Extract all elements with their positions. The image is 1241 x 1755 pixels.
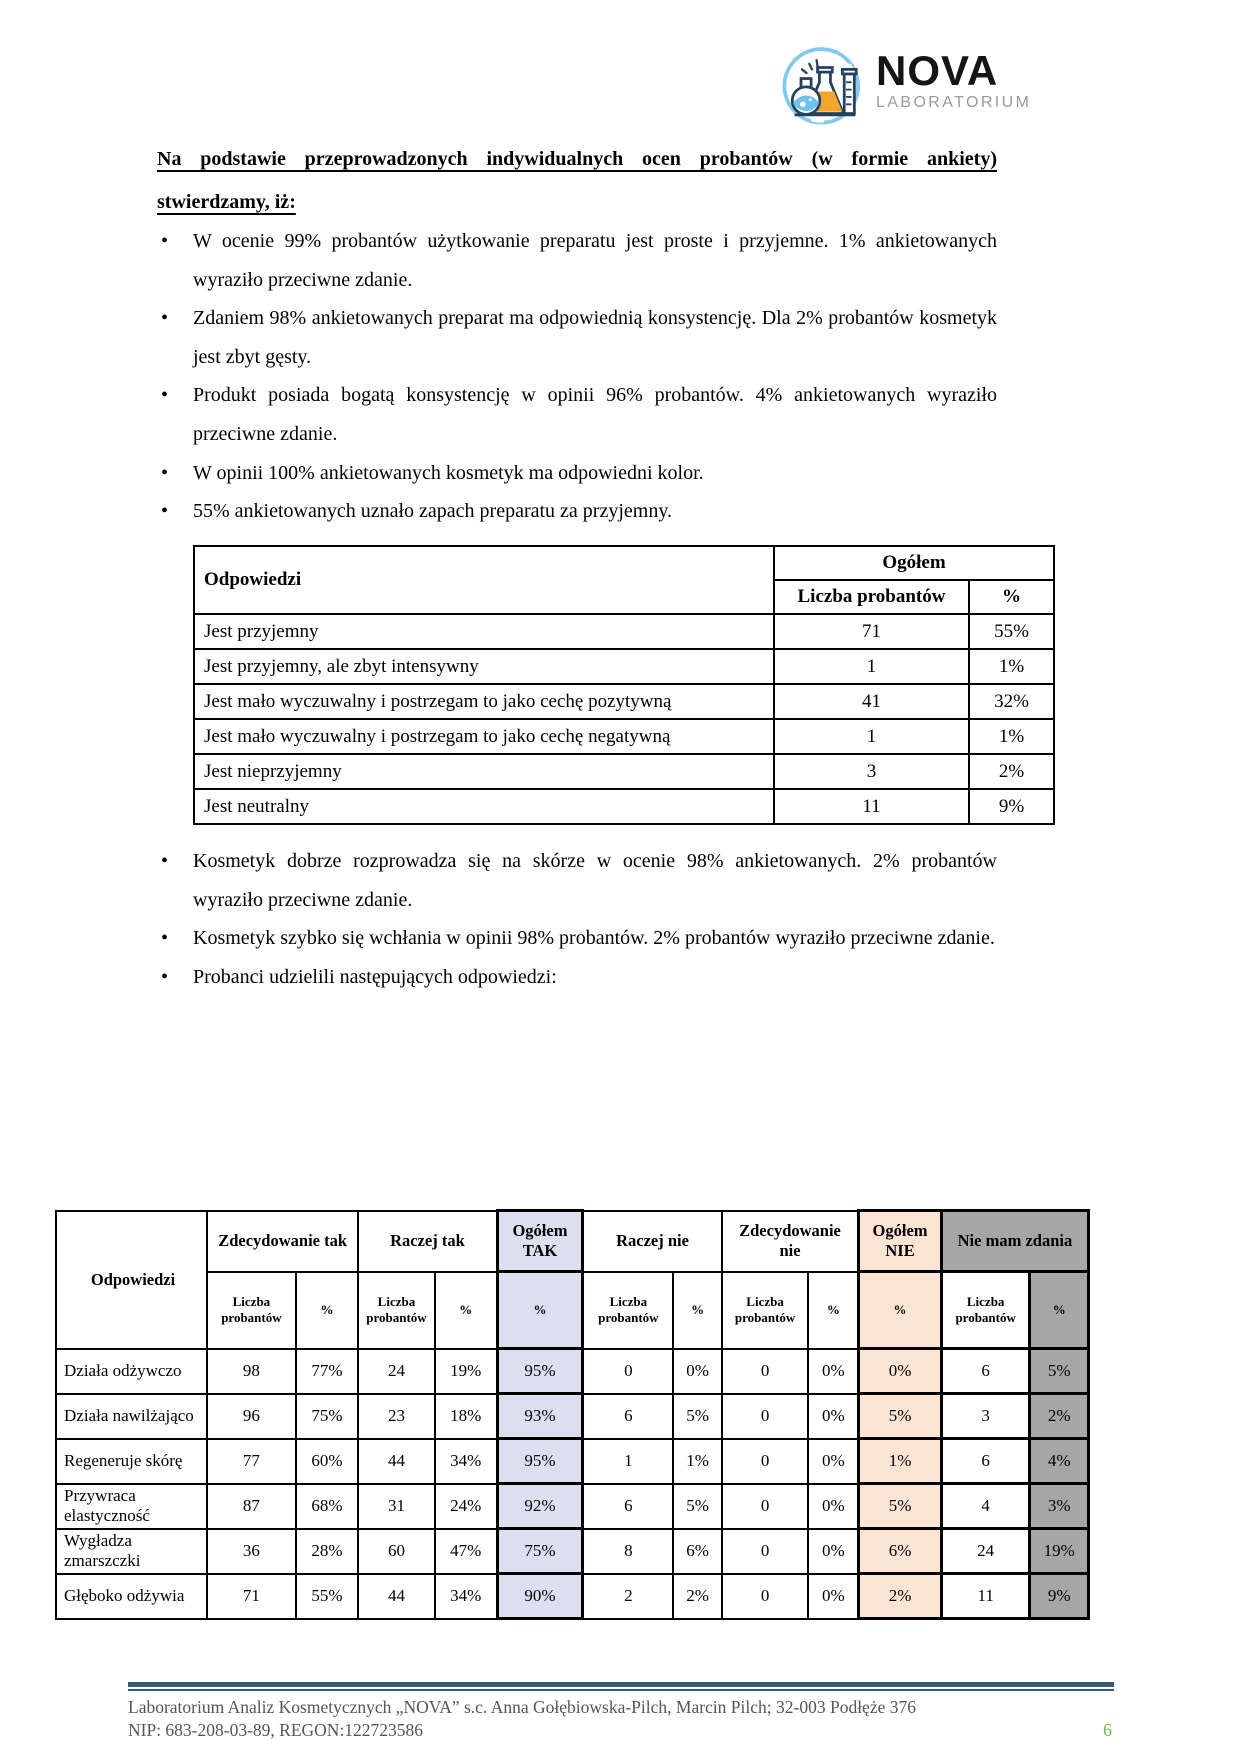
- bullet-item: [157, 376, 997, 453]
- pct-cell: 55%: [969, 614, 1054, 649]
- count-cell: 24: [358, 1349, 435, 1394]
- answer-label: Regeneruje skórę: [56, 1439, 207, 1484]
- answer-label: Jest przyjemny, ale zbyt intensywny: [194, 649, 774, 684]
- subcol-count: Liczba probantów: [722, 1272, 809, 1349]
- pct-cell: 5%: [673, 1484, 721, 1529]
- total-no-cell: 6%: [859, 1529, 942, 1574]
- pct-cell: 4%: [1030, 1439, 1089, 1484]
- pct-cell: 1%: [673, 1439, 721, 1484]
- answer-label: Jest przyjemny: [194, 614, 774, 649]
- count-cell: 77: [207, 1439, 296, 1484]
- count-cell: 0: [722, 1349, 809, 1394]
- bullet-text: W ocenie 99% probantów użytkowanie preparatu jest proste i przyjemne. 1% ankietowanych wyraziło przeciwne zdanie.: [193, 230, 997, 291]
- pct-cell: 34%: [435, 1574, 497, 1619]
- pct-cell: 0%: [808, 1394, 858, 1439]
- page-footer: [128, 1682, 1114, 1742]
- table-row: [56, 1349, 1089, 1394]
- subcol-count: Liczba probantów: [583, 1272, 674, 1349]
- answer-label: Jest mało wyczuwalny i postrzegam to jako cechę negatywną: [194, 719, 774, 754]
- count-cell: 44: [358, 1574, 435, 1619]
- bullet-item: [157, 299, 997, 376]
- table-row: [56, 1574, 1089, 1619]
- count-cell: 41: [774, 684, 969, 719]
- pct-cell: 2%: [1030, 1394, 1089, 1439]
- answer-label: Jest nieprzyjemny: [194, 754, 774, 789]
- answer-label: Jest neutralny: [194, 789, 774, 824]
- subcol-pct: %: [1030, 1272, 1089, 1349]
- scent-table-wrap: [193, 545, 1055, 825]
- count-cell: 87: [207, 1484, 296, 1529]
- bullet-text: Kosmetyk dobrze rozprowadza się na skórze w ocenie 98% ankietowanych. 2% probantów wyraziło przeciwne zdanie.: [193, 850, 997, 911]
- answer-label: Działa nawilżająco: [56, 1394, 207, 1439]
- total-yes-cell: 92%: [497, 1484, 583, 1529]
- page-heading: Na podstawie przeprowadzonych indywidualnych ocen probantów (w formie ankiety) stwierdzamy, iż:: [157, 148, 997, 213]
- col-header-strong-yes: Zdecydowanie tak: [207, 1211, 358, 1272]
- footer-rule: [128, 1682, 1114, 1687]
- bullet-item: [157, 222, 997, 299]
- logo-title: NOVA: [876, 47, 999, 94]
- total-yes-cell: 90%: [497, 1574, 583, 1619]
- table-row: [194, 649, 1054, 684]
- logo-subtitle: LABORATORIUM: [876, 94, 1032, 111]
- pct-cell: 0%: [673, 1349, 721, 1394]
- count-cell: 1: [774, 649, 969, 684]
- bullet-item: [157, 492, 997, 531]
- pct-cell: 60%: [296, 1439, 358, 1484]
- col-header-pct: %: [969, 580, 1054, 614]
- pct-cell: 34%: [435, 1439, 497, 1484]
- count-cell: 36: [207, 1529, 296, 1574]
- answer-label: Jest mało wyczuwalny i postrzegam to jako cechę pozytywną: [194, 684, 774, 719]
- col-header-rather-no: Raczej nie: [583, 1211, 722, 1272]
- table-row: [194, 754, 1054, 789]
- subcol-count: Liczba probantów: [207, 1272, 296, 1349]
- pct-cell: 1%: [969, 649, 1054, 684]
- footer-rule-thin: [128, 1689, 1114, 1691]
- count-cell: 23: [358, 1394, 435, 1439]
- count-cell: 0: [722, 1574, 809, 1619]
- bullet-item: [157, 919, 997, 958]
- pct-cell: 47%: [435, 1529, 497, 1574]
- pct-cell: 9%: [1030, 1574, 1089, 1619]
- bullet-text: Probanci udzielili następujących odpowiedzi:: [193, 965, 557, 988]
- bullet-item: [157, 842, 997, 919]
- col-header-no-opinion: Nie mam zdania: [941, 1211, 1088, 1272]
- subcol-pct: %: [435, 1272, 497, 1349]
- pct-cell: 0%: [808, 1529, 858, 1574]
- count-cell: 71: [207, 1574, 296, 1619]
- pct-cell: 2%: [969, 754, 1054, 789]
- count-cell: 98: [207, 1349, 296, 1394]
- count-cell: 0: [722, 1394, 809, 1439]
- pct-cell: 1%: [969, 719, 1054, 754]
- bullet-text: W opinii 100% ankietowanych kosmetyk ma odpowiedni kolor.: [193, 461, 704, 484]
- total-yes-cell: 95%: [497, 1439, 583, 1484]
- count-cell: 96: [207, 1394, 296, 1439]
- pct-cell: 5%: [673, 1394, 721, 1439]
- count-cell: 24: [941, 1529, 1030, 1574]
- pct-cell: 2%: [673, 1574, 721, 1619]
- subcol-pct: %: [497, 1272, 583, 1349]
- answer-label: Działa odżywczo: [56, 1349, 207, 1394]
- bullet-list-top: [157, 222, 997, 531]
- table-row: [194, 684, 1054, 719]
- count-cell: 8: [583, 1529, 674, 1574]
- col-header-total-yes: Ogółem TAK: [497, 1211, 583, 1272]
- col-header-rather-yes: Raczej tak: [358, 1211, 497, 1272]
- pct-cell: 68%: [296, 1484, 358, 1529]
- bullet-text: Kosmetyk szybko się wchłania w opinii 98% probantów. 2% probantów wyraziło przeciwne zdanie.: [193, 927, 995, 950]
- bullet-item: [157, 454, 997, 493]
- footer-ids-line: NIP: 683-208-03-89, REGON:122723586: [128, 1720, 424, 1740]
- page-number: 6: [1103, 1720, 1112, 1740]
- count-cell: 2: [583, 1574, 674, 1619]
- count-cell: 31: [358, 1484, 435, 1529]
- table-row: [194, 719, 1054, 754]
- total-no-cell: 2%: [859, 1574, 942, 1619]
- total-no-cell: 1%: [859, 1439, 942, 1484]
- col-header-answers: Odpowiedzi: [194, 546, 774, 614]
- pct-cell: 55%: [296, 1574, 358, 1619]
- answer-label: Wygładza zmarszczki: [56, 1529, 207, 1574]
- bullet-text: Zdaniem 98% ankietowanych preparat ma odpowiednią konsystencję. Dla 2% probantów kosmetyk jest zbyt gęsty.: [193, 307, 997, 368]
- count-cell: 6: [583, 1484, 674, 1529]
- total-no-cell: 0%: [859, 1349, 942, 1394]
- pct-cell: 75%: [296, 1394, 358, 1439]
- table-row: [56, 1439, 1089, 1484]
- subcol-pct: %: [859, 1272, 942, 1349]
- count-cell: 0: [722, 1439, 809, 1484]
- count-cell: 11: [941, 1574, 1030, 1619]
- table-row: [56, 1529, 1089, 1574]
- pct-cell: 28%: [296, 1529, 358, 1574]
- total-no-cell: 5%: [859, 1484, 942, 1529]
- count-cell: 71: [774, 614, 969, 649]
- count-cell: 0: [722, 1529, 809, 1574]
- subcol-count: Liczba probantów: [358, 1272, 435, 1349]
- pct-cell: 19%: [1030, 1529, 1089, 1574]
- effects-table: [55, 1209, 1090, 1620]
- pct-cell: 9%: [969, 789, 1054, 824]
- answer-label: Głęboko odżywia: [56, 1574, 207, 1619]
- bullet-text: Produkt posiada bogatą konsystencję w opinii 96% probantów. 4% ankietowanych wyraziło przeciwne zdanie.: [193, 384, 997, 445]
- count-cell: 0: [583, 1349, 674, 1394]
- pct-cell: 77%: [296, 1349, 358, 1394]
- table-row: [194, 614, 1054, 649]
- table-row: [56, 1394, 1089, 1439]
- count-cell: 11: [774, 789, 969, 824]
- table-row: [56, 1484, 1089, 1529]
- scent-table: [193, 545, 1055, 825]
- nova-logo-icon: [778, 42, 870, 128]
- pct-cell: 5%: [1030, 1349, 1089, 1394]
- count-cell: 1: [583, 1439, 674, 1484]
- bullet-item: [157, 958, 997, 997]
- count-cell: 0: [722, 1484, 809, 1529]
- count-cell: 6: [583, 1394, 674, 1439]
- count-cell: 60: [358, 1529, 435, 1574]
- count-cell: 6: [941, 1349, 1030, 1394]
- pct-cell: 6%: [673, 1529, 721, 1574]
- total-yes-cell: 75%: [497, 1529, 583, 1574]
- count-cell: 6: [941, 1439, 1030, 1484]
- nova-logo: [778, 42, 1031, 128]
- total-yes-cell: 93%: [497, 1394, 583, 1439]
- col-header-total-no: Ogółem NIE: [859, 1211, 942, 1272]
- count-cell: 4: [941, 1484, 1030, 1529]
- count-cell: 44: [358, 1439, 435, 1484]
- total-yes-cell: 95%: [497, 1349, 583, 1394]
- subcol-pct: %: [296, 1272, 358, 1349]
- pct-cell: 0%: [808, 1574, 858, 1619]
- pct-cell: 0%: [808, 1484, 858, 1529]
- effects-table-wrap: [55, 1209, 1090, 1620]
- count-cell: 3: [774, 754, 969, 789]
- pct-cell: 3%: [1030, 1484, 1089, 1529]
- subcol-pct: %: [673, 1272, 721, 1349]
- pct-cell: 32%: [969, 684, 1054, 719]
- pct-cell: 0%: [808, 1439, 858, 1484]
- pct-cell: 0%: [808, 1349, 858, 1394]
- pct-cell: 18%: [435, 1394, 497, 1439]
- subcol-count: Liczba probantów: [941, 1272, 1030, 1349]
- total-no-cell: 5%: [859, 1394, 942, 1439]
- subcol-pct: %: [808, 1272, 858, 1349]
- col-header-answers: Odpowiedzi: [56, 1211, 207, 1349]
- count-cell: 1: [774, 719, 969, 754]
- bullet-list-mid: [157, 842, 997, 996]
- col-header-strong-no: Zdecydowanie nie: [722, 1211, 859, 1272]
- pct-cell: 24%: [435, 1484, 497, 1529]
- footer-company-line: Laboratorium Analiz Kosmetycznych „NOVA” s.c. Anna Gołębiowska-Pilch, Marcin Pilch; 32-003 Podłęże 376: [128, 1697, 916, 1717]
- pct-cell: 19%: [435, 1349, 497, 1394]
- answer-label: Przywraca elastyczność: [56, 1484, 207, 1529]
- table-row: [194, 789, 1054, 824]
- col-header-count: Liczba probantów: [774, 580, 969, 614]
- bullet-text: 55% ankietowanych uznało zapach preparatu za przyjemny.: [193, 500, 673, 523]
- count-cell: 3: [941, 1394, 1030, 1439]
- col-header-total-group: Ogółem: [774, 546, 1054, 580]
